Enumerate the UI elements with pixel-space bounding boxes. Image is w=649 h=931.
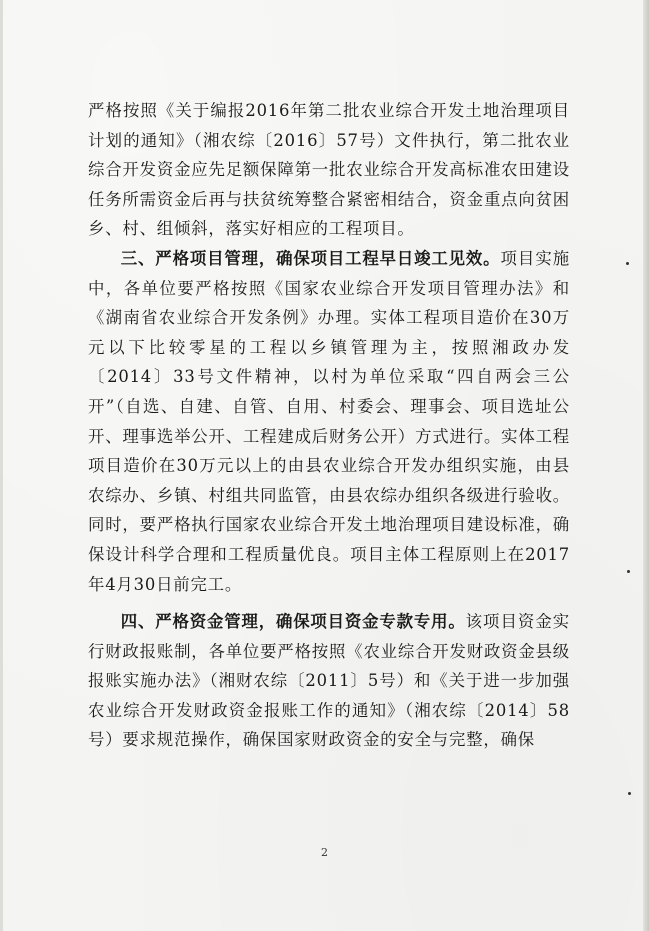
paragraph-text: 严格按照《关于编报2016年第二批农业综合开发土地治理项目计划的通知》（湘农综〔2016〕57号）文件执行，第二批农业综合开发资金应先足额保障第一批农业综合开发高标准农田建设任务所需资金后再与扶贫统筹整合紧密相结合，资金重点向贫困乡、村、组倾斜，落实好相应的工程项目。 [88, 101, 570, 239]
paragraph-project-management [88, 244, 570, 599]
section-heading-project-management: 三、严格项目管理，确保项目工程早日竣工见效。 [120, 248, 501, 268]
paragraph-text: 项目实施中，各单位要严格按照《国家农业综合开发项目管理办法》和《湖南省农业综合开发条例》办理。实体工程项目造价在30万元以下比较零星的工程以乡镇管理为主，按照湘政办发〔2014〕33号文件精神，以村为单位采取“四自两会三公开”（自选、自建、自管、自用、村委会、理事会、项目选址公开、理事选举公开、工程建成后财务公开）方式进行。实体工程项目造价在30万元以上的由县农业综合开发办组织实施，由县农综办、乡镇、村组共同监管，由县农综办组织各级进行验收。同时，要严格执行国家农业综合开发土地治理项目建设标准，确保设计科学合理和工程质量优良。项目主体工程原则上在2017年4月30日前完工。 [88, 248, 570, 594]
page-number: 2 [321, 846, 328, 859]
scan-left-edge [0, 0, 3, 931]
paragraph-funding-continuation [88, 96, 570, 244]
document-body [88, 96, 570, 755]
scan-right-edge [643, 0, 649, 931]
scan-speck [628, 792, 631, 795]
section-heading-fund-management: 四、严格资金管理，确保项目资金专款专用。 [120, 612, 466, 632]
paragraph-gap [88, 599, 570, 607]
scan-speck [626, 262, 629, 265]
paragraph-fund-management [88, 607, 570, 755]
paragraph-text: 该项目资金实行财政报账制，各单位要严格按照《农业综合开发财政资金县级报账实施办法》（湘财农综〔2011〕5号）和《关于进一步加强农业综合开发财政资金报账工作的通知》（湘农综〔2014〕58号）要求规范操作，确保国家财政资金的安全与完整，确保 [88, 612, 570, 750]
scan-speck [627, 570, 630, 573]
